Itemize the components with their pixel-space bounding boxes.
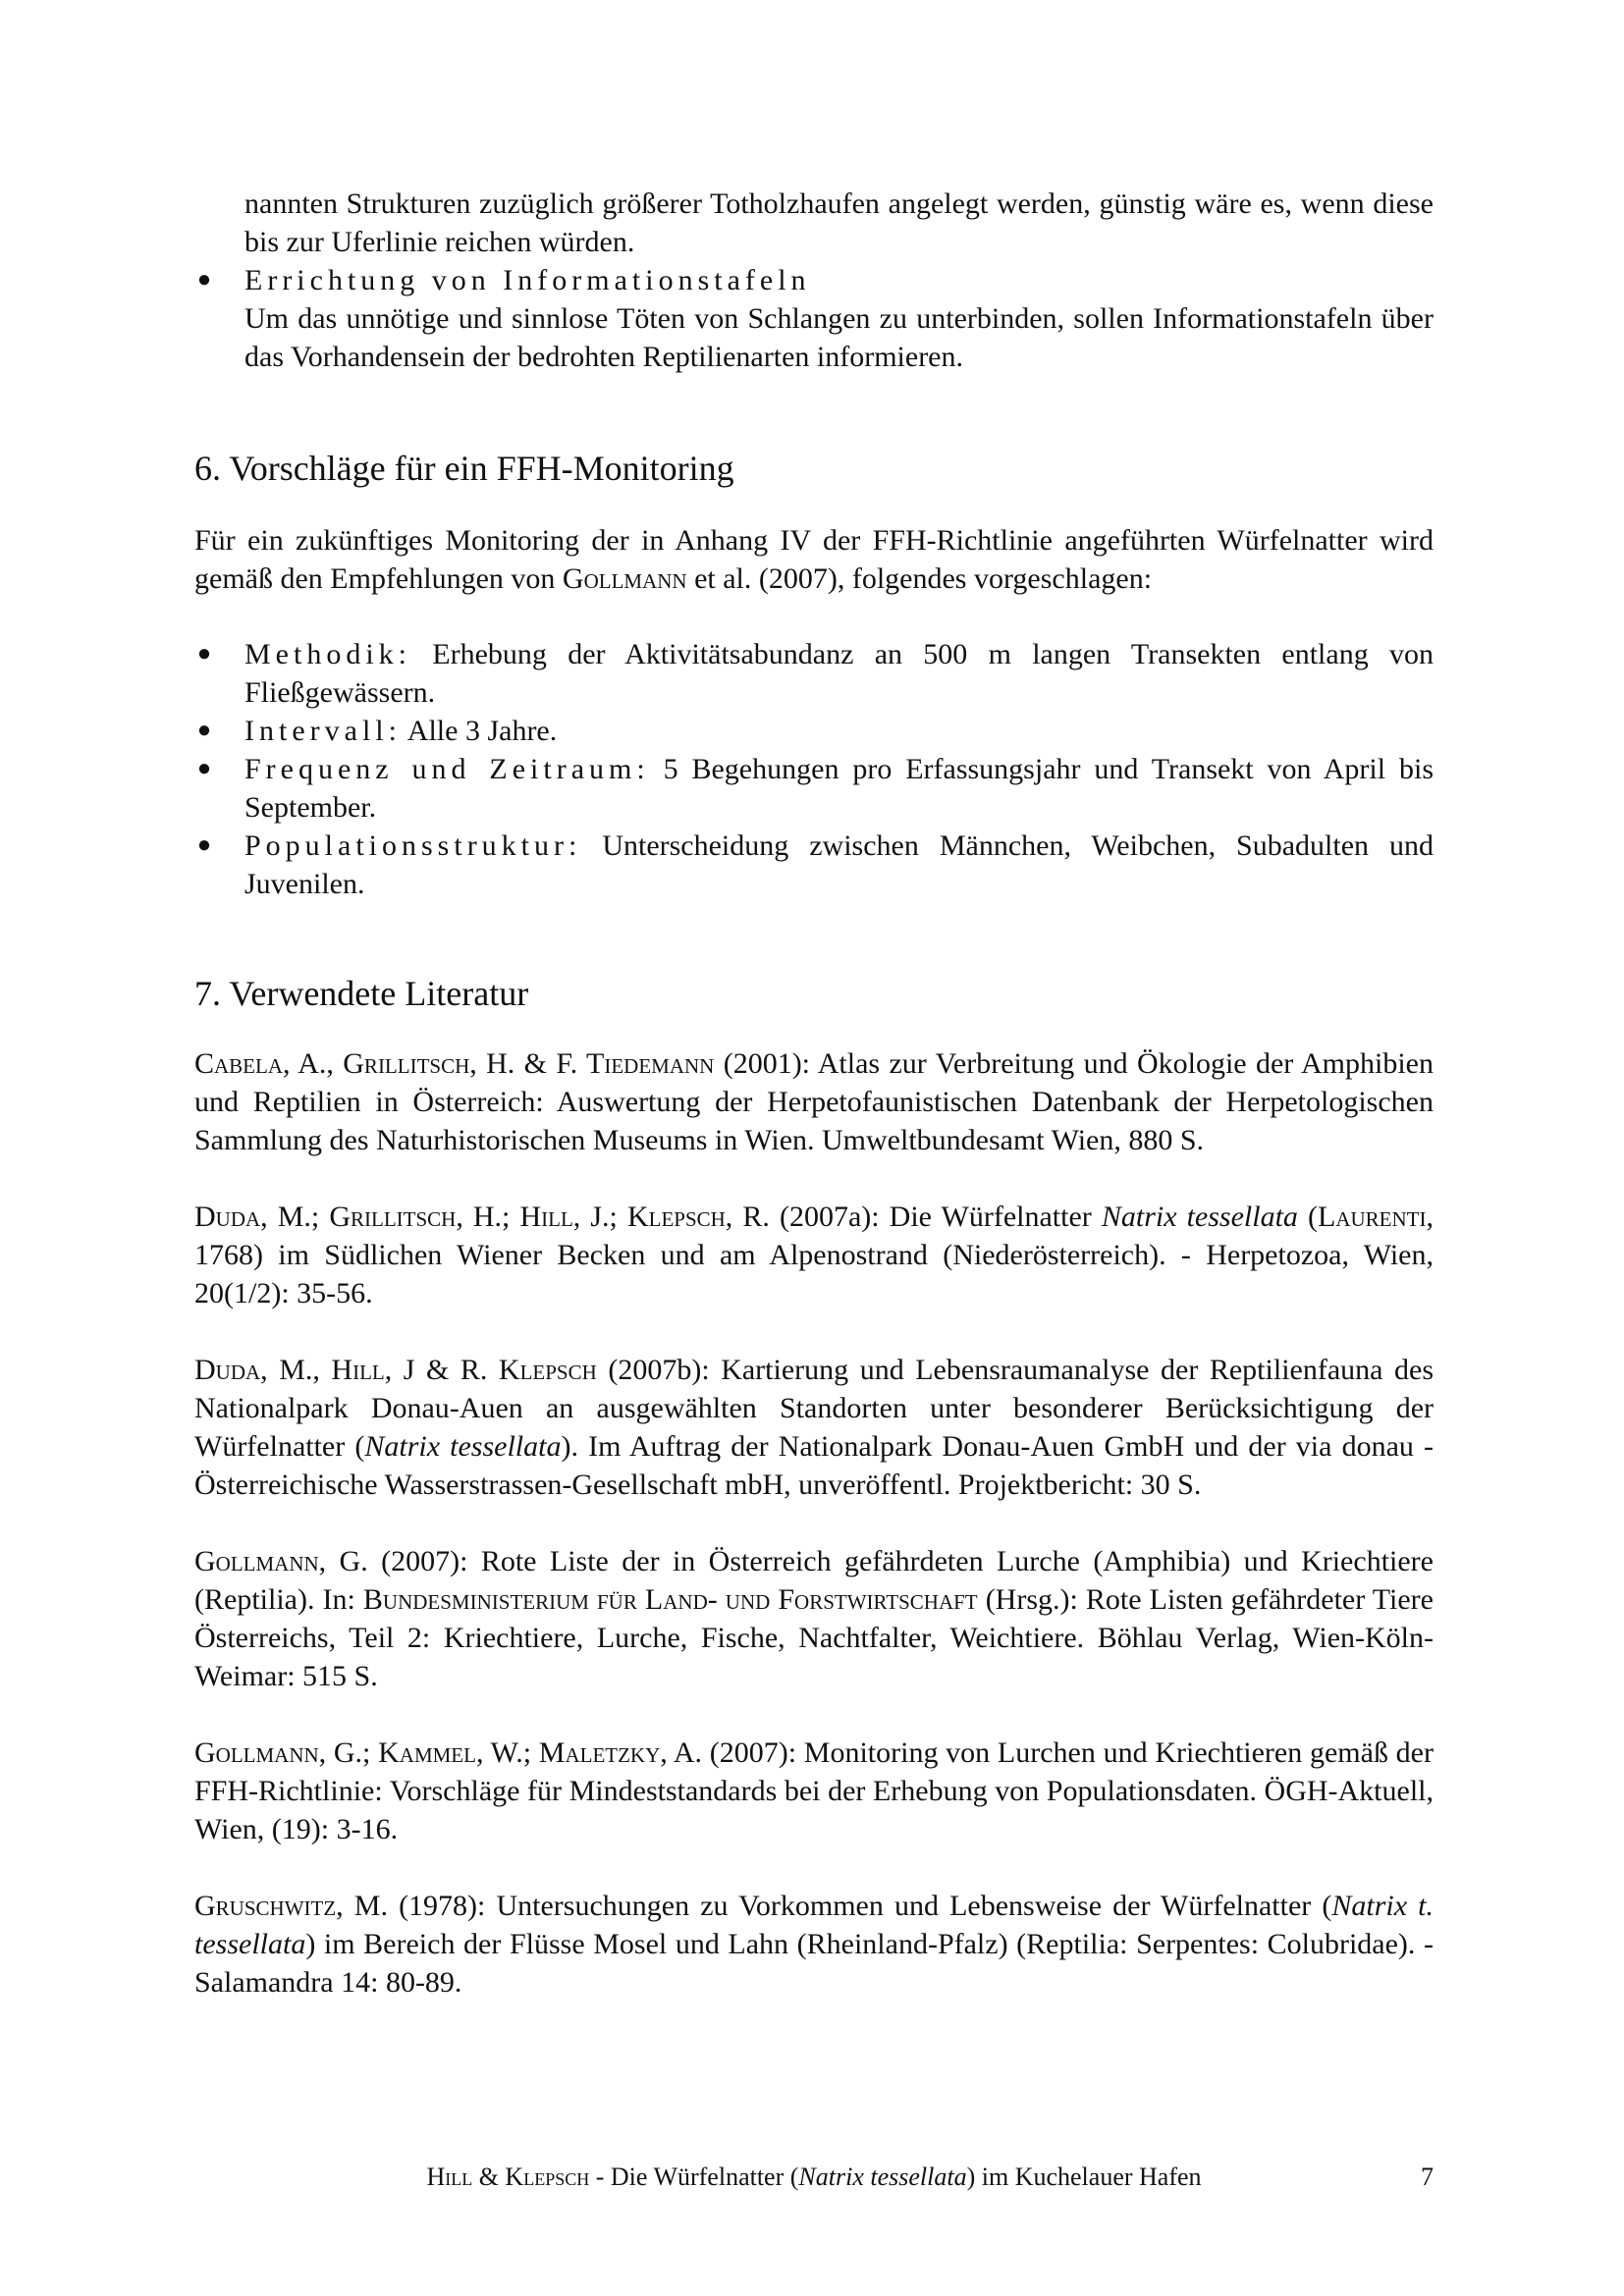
ref-authors: Duda, M.; Grillitsch, H.; Hill, J.; Klepsch, R. bbox=[194, 1201, 770, 1233]
bullet-icon: ● bbox=[196, 267, 212, 293]
bullet-information-boards bbox=[194, 261, 1434, 376]
monitoring-item bbox=[194, 635, 1434, 712]
item-text: Alle 3 Jahre. bbox=[401, 715, 558, 747]
bullet-description: Um das unnötige und sinnlose Töten von Schlangen zu unterbinden, sollen Informationstafeln über das Vorhandensein der bedrohten Reptilienarten informieren. bbox=[244, 302, 1434, 373]
footer-title: Hill & Klepsch - Die Würfelnatter (Natrix tessellata) im Kuchelauer Hafen bbox=[426, 2163, 1202, 2191]
continuation-paragraph bbox=[194, 185, 1434, 261]
bullet-icon: ● bbox=[196, 641, 212, 667]
reference-entry: Duda, M.; Grillitsch, H.; Hill, J.; Klepsch, R. (2007a): Die Würfelnatter Natrix tessellata (Laurenti, 1768) im Südlichen Wiener Becken und am Alpenostrand (Niederösterreich). - Herpetozoa, Wien, 20(1/2): 35-56. bbox=[194, 1201, 1434, 1309]
continuation-text: nannten Strukturen zuzüglich größerer Totholzhaufen angelegt werden, günstig wäre es, wenn diese bis zur Uferlinie reichen würden. bbox=[244, 187, 1434, 258]
section-6-heading: 6. Vorschläge für ein FFH-Monitoring bbox=[194, 449, 734, 488]
item-label: Populationsstruktur: bbox=[244, 829, 582, 862]
reference-entry: Gollmann, G. (2007): Rote Liste der in Österreich gefährdeten Lurche (Amphibia) und Kriechtiere (Reptilia). In: Bundesministerium für Land- und Forstwirtschaft (Hrsg.): Rote Listen gefährdeter Tiere Österreichs, Teil 2: Kriechtiere, Lurche, Fische, Nachtfalter, Weichtiere. Böhlau Verlag, Wien-Köln-Weimar: 515 S. bbox=[194, 1545, 1434, 1692]
monitoring-item bbox=[194, 750, 1434, 827]
ref-authors: Gruschwitz, M. bbox=[194, 1890, 388, 1922]
page-number: 7 bbox=[1421, 2163, 1434, 2191]
item-text: Erhebung der Aktivitätsabundanz an 500 m langen Transekten entlang von Fließgewässern. bbox=[244, 638, 1434, 709]
bullet-icon: ● bbox=[196, 718, 212, 743]
reference-entry: Gollmann, G.; Kammel, W.; Maletzky, A. (2007): Monitoring von Lurchen und Kriechtieren gemäß der FFH-Richtlinie: Vorschläge für Mindeststandards bei der Erhebung von Populationsdaten. ÖGH-Aktuell, Wien, (19): 3-16. bbox=[194, 1736, 1434, 1845]
species-name: Natrix tessellata bbox=[1101, 1201, 1298, 1233]
page-content bbox=[194, 185, 1434, 2002]
section-6-intro: Für ein zukünftiges Monitoring der in Anhang IV der FFH-Richtlinie angeführten Würfelnatter wird gemäß den Empfehlungen von Gollmann et al. (2007), folgendes vorgeschlagen: bbox=[194, 524, 1434, 595]
item-text: Unterscheidung zwischen Männchen, Weibchen, Subadulten und Juvenilen. bbox=[244, 829, 1434, 900]
author-name: Gollmann bbox=[562, 562, 687, 595]
monitoring-list bbox=[194, 635, 1434, 903]
reference-entry: Gruschwitz, M. (1978): Untersuchungen zu Vorkommen und Lebensweise der Würfelnatter (Natrix t. tessellata) im Bereich der Flüsse Mosel und Lahn (Rheinland-Pfalz) (Reptilia: Serpentes: Colubridae). - Salamandra 14: 80-89. bbox=[194, 1890, 1434, 1999]
bullet-icon: ● bbox=[196, 756, 212, 781]
bullet-title: Errichtung von Informationstafeln bbox=[244, 264, 811, 296]
ref-authors: Cabela, A., Grillitsch, H. & F. Tiedemann bbox=[194, 1047, 715, 1080]
item-label: Frequenz und Zeitraum: bbox=[244, 753, 650, 785]
section-7-heading: 7. Verwendete Literatur bbox=[194, 974, 529, 1013]
item-label: Intervall: bbox=[244, 715, 402, 747]
ref-authors: Gollmann, G.; Kammel, W.; Maletzky, A. bbox=[194, 1736, 702, 1769]
item-label: Methodik: bbox=[244, 638, 411, 670]
monitoring-item bbox=[194, 827, 1434, 903]
ref-authors: Gollmann, G. bbox=[194, 1545, 368, 1577]
ref-authors: Duda, M., Hill, J & R. Klepsch bbox=[194, 1354, 597, 1386]
species-name: Natrix t. tessellata bbox=[194, 1890, 1434, 1960]
bullet-icon: ● bbox=[196, 832, 212, 858]
reference-entry: Duda, M., Hill, J & R. Klepsch (2007b): Kartierung und Lebensraumanalyse der Reptilienfauna des Nationalpark Donau-Auen an ausgewählten Standorten unter besonderer Berücksichtigung der Würfelnatter (Natrix tessellata). Im Auftrag der Nationalpark Donau-Auen GmbH und der via donau - Österreichische Wasserstrassen-Gesellschaft mbH, unveröffentl. Projektbericht: 30 S. bbox=[194, 1354, 1434, 1501]
item-text: 5 Begehungen pro Erfassungsjahr und Transekt von April bis September. bbox=[244, 753, 1434, 824]
species-name: Natrix tessellata bbox=[364, 1430, 562, 1463]
monitoring-item bbox=[194, 712, 1434, 750]
reference-entry: Cabela, A., Grillitsch, H. & F. Tiedemann (2001): Atlas zur Verbreitung und Ökologie der Amphibien und Reptilien in Österreich: Auswertung der Herpetofaunistischen Datenbank der Herpetologischen Sammlung des Naturhistorischen Museums in Wien. Umweltbundesamt Wien, 880 S. bbox=[194, 1047, 1435, 1156]
